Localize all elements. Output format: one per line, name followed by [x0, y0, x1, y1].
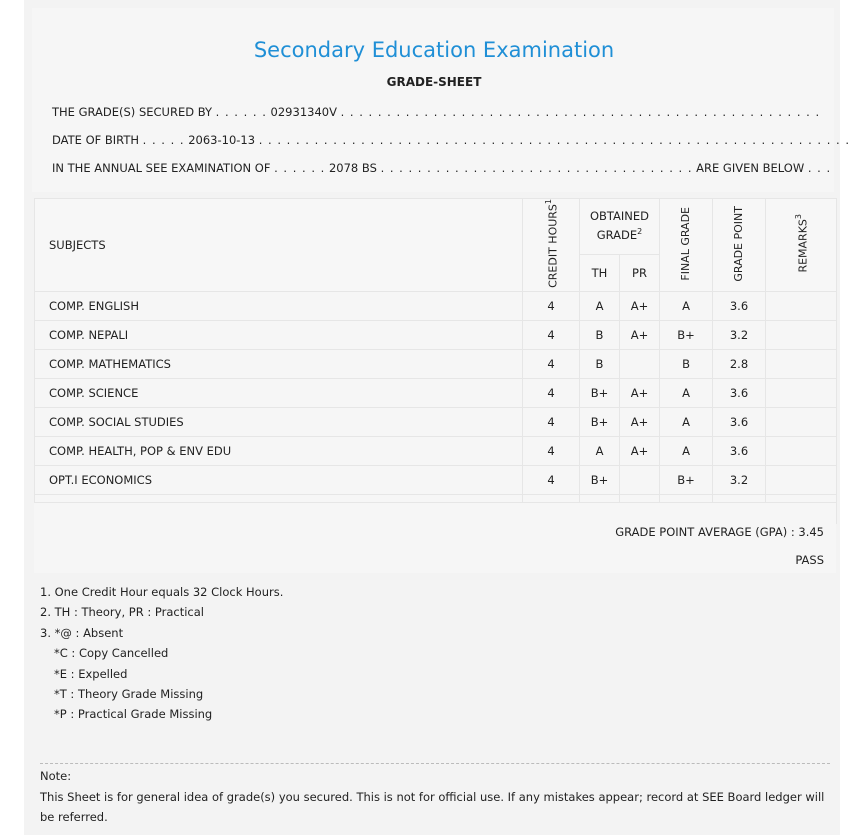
credit-hours-cell: 4	[523, 320, 580, 349]
header-subjects: SUBJECTS	[35, 199, 523, 292]
subject-cell: COMP. SOCIAL STUDIES	[35, 407, 523, 436]
practical-grade-cell: A+	[620, 407, 660, 436]
exam-label: IN THE ANNUAL SEE EXAMINATION OF	[52, 161, 271, 175]
header-remarks: REMARKS$^3$	[766, 199, 837, 292]
final-grade-cell: A	[660, 291, 713, 320]
remarks-cell	[766, 378, 837, 407]
credit-hours-cell: 4	[523, 291, 580, 320]
header-credit-hours: CREDIT HOURS$^1$	[523, 199, 580, 292]
footnote-copy-cancelled: *C : Copy Cancelled	[54, 646, 169, 661]
final-grade-cell: B+	[660, 320, 713, 349]
practical-grade-cell: A+	[620, 436, 660, 465]
header-grade-point: GRADE POINT	[713, 199, 766, 292]
dots: . . . . . . . . . . . . . . . . . . . . . . . . . . . . . . . . . . . . . . . . . . . . . . . . . . . .	[340, 105, 821, 119]
note-text: This Sheet is for general idea of grade(s) you secured. This is not for official use. If any mistakes appear; record at SEE Board ledger will be referred.	[40, 789, 825, 824]
dots: . . .	[807, 161, 832, 175]
final-grade-cell: A	[660, 378, 713, 407]
credit-hours-cell: 4	[523, 349, 580, 378]
grades-table	[34, 198, 837, 524]
theory-grade-cell: A	[580, 291, 620, 320]
footnote-expelled: *E : Expelled	[54, 666, 128, 681]
dob-label: DATE OF BIRTH	[52, 133, 140, 147]
exam-year: 2078 BS	[328, 161, 377, 175]
subject-cell: COMP. HEALTH, POP & ENV EDU	[35, 436, 523, 465]
divider	[40, 763, 830, 764]
remarks-cell	[766, 320, 837, 349]
final-grade-cell: B+	[660, 465, 713, 494]
grade-point-cell: 2.8	[713, 349, 766, 378]
grade-sheet-heading: GRADE-SHEET	[386, 75, 482, 89]
remarks-cell	[766, 291, 837, 320]
dob-value: 2063-10-13	[188, 133, 256, 147]
footnote-practical-missing: *P : Practical Grade Missing	[54, 707, 213, 722]
dots: . . . . .	[142, 133, 185, 147]
grade-sheet	[24, 0, 850, 835]
theory-grade-cell: B+	[580, 465, 620, 494]
disclaimer	[40, 766, 830, 828]
symbol-number: 02931340V	[270, 105, 337, 119]
dots: . . . . . . . . . . . . . . . . . . . . . . . . . . . . . . . . . .	[380, 161, 693, 175]
theory-grade-cell: B+	[580, 407, 620, 436]
remarks-cell	[766, 407, 837, 436]
header-final-grade: FINAL GRADE	[660, 199, 713, 292]
credit-hours-cell: 4	[523, 407, 580, 436]
subject-cell: COMP. NEPALI	[35, 320, 523, 349]
page-title: Secondary Education Examination	[253, 38, 615, 62]
table-row	[35, 465, 837, 494]
header-pr: PR	[620, 254, 660, 291]
subject-cell: OPT.I ECONOMICS	[35, 465, 523, 494]
practical-grade-cell: A+	[620, 320, 660, 349]
theory-grade-cell: B	[580, 349, 620, 378]
remarks-cell	[766, 436, 837, 465]
dob-line	[52, 133, 850, 147]
grade-point-cell: 3.2	[713, 320, 766, 349]
header-obtained-grade: OBTAINED GRADE$^2$	[580, 199, 660, 255]
practical-grade-cell: A+	[620, 291, 660, 320]
theory-grade-cell: B	[580, 320, 620, 349]
table-row	[35, 436, 837, 465]
grade-point-cell: 3.2	[713, 465, 766, 494]
table-row	[35, 378, 837, 407]
dots: . . . . . .	[215, 105, 267, 119]
footnote-1: 1. One Credit Hour equals 32 Clock Hours.	[40, 585, 284, 599]
table-row	[35, 291, 837, 320]
subject-cell: COMP. MATHEMATICS	[35, 349, 523, 378]
dots: . . . . . .	[274, 161, 326, 175]
footnote-3: 3. *@ : Absent	[40, 625, 124, 640]
note-label: Note:	[40, 769, 72, 783]
header-th: TH	[580, 254, 620, 291]
secured-by-label: THE GRADE(S) SECURED BY	[52, 105, 213, 119]
grade-point-cell: 3.6	[713, 436, 766, 465]
practical-grade-cell	[620, 465, 660, 494]
table-row	[35, 407, 837, 436]
grade-point-cell: 3.6	[713, 291, 766, 320]
grade-point-cell: 3.6	[713, 378, 766, 407]
remarks-cell	[766, 349, 837, 378]
dots: . . . . . . . . . . . . . . . . . . . . . . . . . . . . . . . . . . . . . . . . . . . . . . . . . . . . . . . . . . . . . . . .	[258, 133, 850, 147]
footnote-2: 2. TH : Theory, PR : Practical	[40, 605, 204, 620]
subject-cell: COMP. ENGLISH	[35, 291, 523, 320]
theory-grade-cell: B+	[580, 378, 620, 407]
exam-line	[52, 161, 831, 175]
grade-point-cell: 3.6	[713, 407, 766, 436]
theory-grade-cell: A	[580, 436, 620, 465]
final-grade-cell: B	[660, 349, 713, 378]
table-row	[35, 349, 837, 378]
practical-grade-cell	[620, 349, 660, 378]
credit-hours-cell: 4	[523, 378, 580, 407]
credit-hours-cell: 4	[523, 436, 580, 465]
gpa-value: GRADE POINT AVERAGE (GPA) : 3.45	[615, 525, 824, 539]
gpa-box	[34, 502, 836, 573]
footnote-theory-missing: *T : Theory Grade Missing	[54, 687, 204, 702]
credit-hours-cell: 4	[523, 465, 580, 494]
footnotes	[40, 582, 283, 725]
final-grade-cell: A	[660, 436, 713, 465]
given-below-label: ARE GIVEN BELOW	[696, 161, 805, 175]
result-status: PASS	[795, 553, 824, 567]
subject-cell: COMP. SCIENCE	[35, 378, 523, 407]
practical-grade-cell: A+	[620, 378, 660, 407]
final-grade-cell: A	[660, 407, 713, 436]
secured-by-line	[52, 105, 820, 119]
table-row	[35, 320, 837, 349]
remarks-cell	[766, 465, 837, 494]
